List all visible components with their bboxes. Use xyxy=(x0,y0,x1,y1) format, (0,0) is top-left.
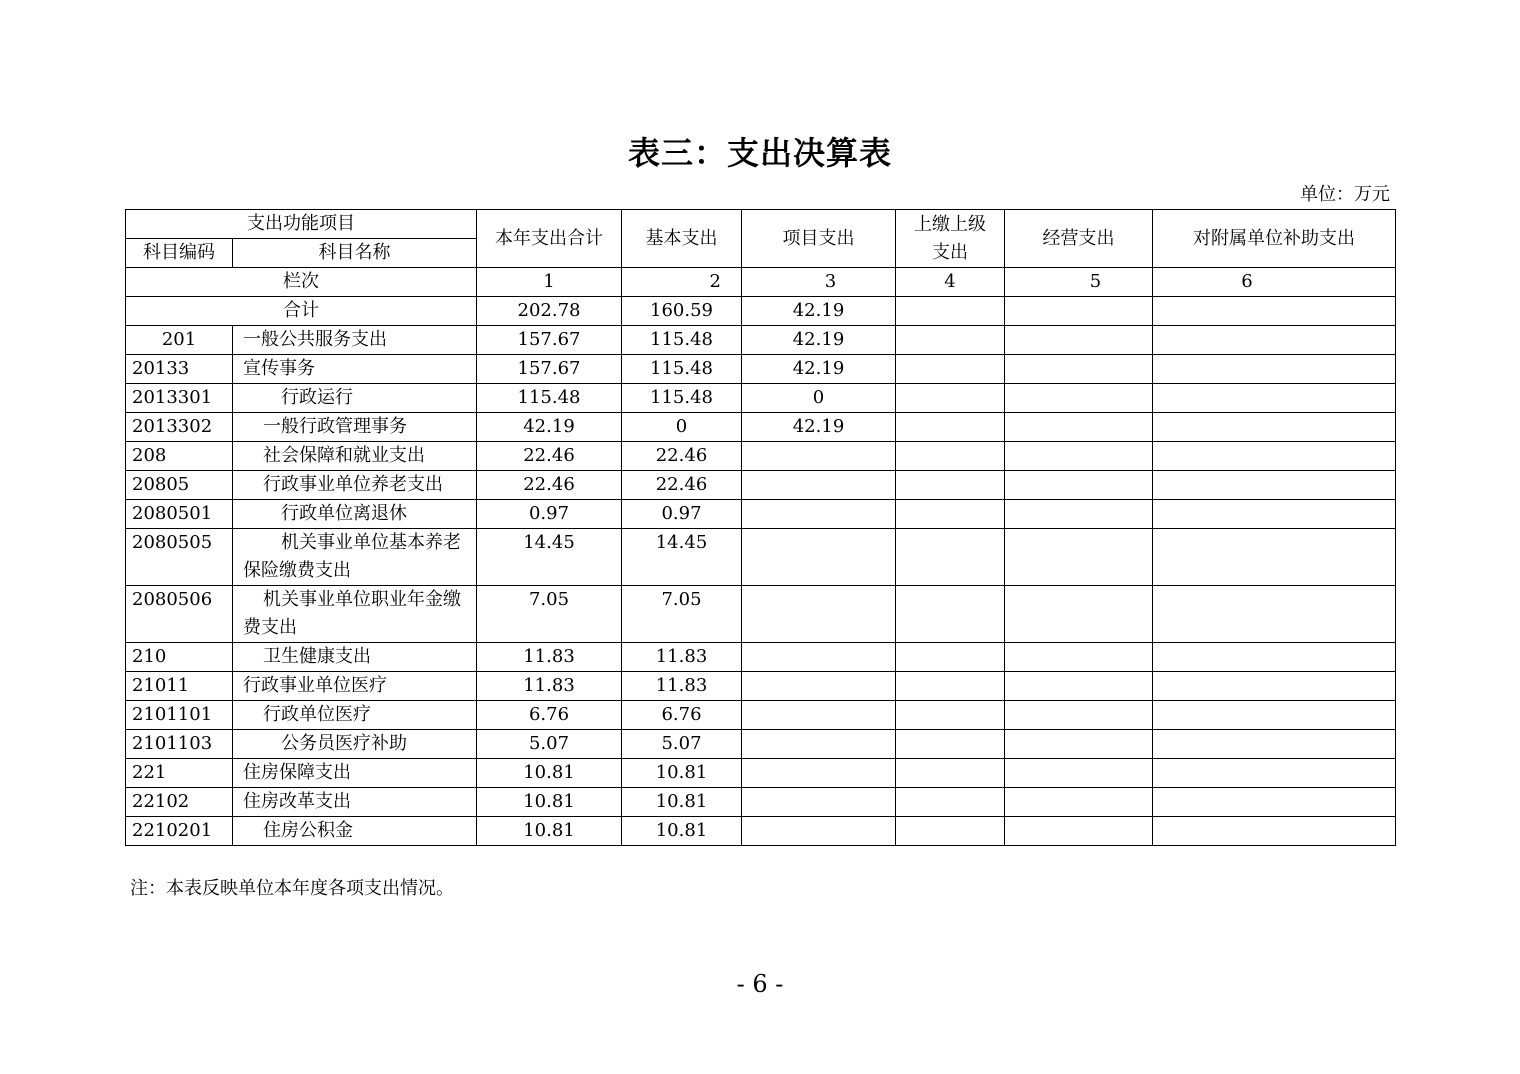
row-code: 2101101 xyxy=(126,701,233,730)
row-upper xyxy=(896,384,1005,413)
row-name: 社会保障和就业支出 xyxy=(233,442,477,471)
row-total: 22.46 xyxy=(477,442,622,471)
header-project: 项目支出 xyxy=(742,210,896,268)
row-business xyxy=(1005,586,1153,643)
row-name: 行政单位医疗 xyxy=(233,701,477,730)
column-number: 2 xyxy=(622,268,742,297)
row-code: 2013302 xyxy=(126,413,233,442)
row-upper xyxy=(896,730,1005,759)
row-business xyxy=(1005,643,1153,672)
row-business xyxy=(1005,442,1153,471)
sum-project: 42.19 xyxy=(742,297,896,326)
page-title: 表三：支出决算表 xyxy=(627,134,892,172)
row-basic: 0 xyxy=(622,413,742,442)
row-total: 0.97 xyxy=(477,500,622,529)
row-basic: 115.48 xyxy=(622,355,742,384)
row-project xyxy=(742,442,896,471)
row-upper xyxy=(896,672,1005,701)
row-business xyxy=(1005,355,1153,384)
table-row xyxy=(126,730,1396,759)
row-subsidy xyxy=(1153,730,1396,759)
row-basic: 115.48 xyxy=(622,326,742,355)
header-subsidy: 对附属单位补助支出 xyxy=(1153,210,1396,268)
row-name: 住房公积金 xyxy=(233,817,477,846)
row-total: 115.48 xyxy=(477,384,622,413)
row-name: 机关事业单位基本养老保险缴费支出 xyxy=(233,529,477,586)
table-row xyxy=(126,817,1396,846)
sum-upper xyxy=(896,297,1005,326)
sum-basic: 160.59 xyxy=(622,297,742,326)
table-row xyxy=(126,326,1396,355)
row-total: 10.81 xyxy=(477,817,622,846)
table-row xyxy=(126,759,1396,788)
sum-subsidy xyxy=(1153,297,1396,326)
row-code: 208 xyxy=(126,442,233,471)
row-business xyxy=(1005,759,1153,788)
row-code: 2080506 xyxy=(126,586,233,643)
row-basic: 10.81 xyxy=(622,817,742,846)
sum-business xyxy=(1005,297,1153,326)
row-project: 42.19 xyxy=(742,413,896,442)
row-code: 201 xyxy=(126,326,233,355)
table-row xyxy=(126,643,1396,672)
row-upper xyxy=(896,355,1005,384)
row-name: 住房改革支出 xyxy=(233,788,477,817)
header-upper: 上缴上级支出 xyxy=(896,210,1005,268)
row-project: 42.19 xyxy=(742,326,896,355)
row-code: 2080501 xyxy=(126,500,233,529)
row-basic: 11.83 xyxy=(622,643,742,672)
row-basic: 14.45 xyxy=(622,529,742,586)
row-code: 2101103 xyxy=(126,730,233,759)
row-business xyxy=(1005,788,1153,817)
row-basic: 6.76 xyxy=(622,701,742,730)
row-business xyxy=(1005,817,1153,846)
row-name: 行政事业单位养老支出 xyxy=(233,471,477,500)
row-project xyxy=(742,529,896,586)
row-subsidy xyxy=(1153,643,1396,672)
row-total: 157.67 xyxy=(477,355,622,384)
row-code: 20133 xyxy=(126,355,233,384)
row-upper xyxy=(896,788,1005,817)
row-subsidy xyxy=(1153,326,1396,355)
table-row xyxy=(126,701,1396,730)
row-subsidy xyxy=(1153,672,1396,701)
row-code: 221 xyxy=(126,759,233,788)
sum-label: 合计 xyxy=(126,297,477,326)
row-subsidy xyxy=(1153,817,1396,846)
row-project xyxy=(742,788,896,817)
table-note: 注：本表反映单位本年度各项支出情况。 xyxy=(130,878,454,899)
row-project xyxy=(742,817,896,846)
row-total: 10.81 xyxy=(477,788,622,817)
table-row xyxy=(126,672,1396,701)
row-total: 22.46 xyxy=(477,471,622,500)
row-code: 22102 xyxy=(126,788,233,817)
row-upper xyxy=(896,529,1005,586)
row-code: 2080505 xyxy=(126,529,233,586)
row-name: 行政单位离退休 xyxy=(233,500,477,529)
table-row xyxy=(126,500,1396,529)
row-project xyxy=(742,586,896,643)
table-row xyxy=(126,355,1396,384)
row-code: 210 xyxy=(126,643,233,672)
row-upper xyxy=(896,643,1005,672)
row-total: 157.67 xyxy=(477,326,622,355)
row-total: 11.83 xyxy=(477,643,622,672)
row-business xyxy=(1005,529,1153,586)
header-row-1 xyxy=(126,210,1396,239)
row-name: 一般行政管理事务 xyxy=(233,413,477,442)
row-subsidy xyxy=(1153,442,1396,471)
table-row xyxy=(126,442,1396,471)
row-upper xyxy=(896,701,1005,730)
row-project: 0 xyxy=(742,384,896,413)
sum-total: 202.78 xyxy=(477,297,622,326)
row-business xyxy=(1005,471,1153,500)
row-name: 公务员医疗补助 xyxy=(233,730,477,759)
table-row xyxy=(126,788,1396,817)
row-business xyxy=(1005,500,1153,529)
row-code: 2013301 xyxy=(126,384,233,413)
row-total: 7.05 xyxy=(477,586,622,643)
row-business xyxy=(1005,730,1153,759)
row-upper xyxy=(896,817,1005,846)
column-number: 6 xyxy=(1153,268,1396,297)
row-business xyxy=(1005,413,1153,442)
row-name: 卫生健康支出 xyxy=(233,643,477,672)
column-number-row xyxy=(126,268,1396,297)
row-project xyxy=(742,759,896,788)
row-subsidy xyxy=(1153,413,1396,442)
table-row xyxy=(126,471,1396,500)
row-upper xyxy=(896,413,1005,442)
row-subsidy xyxy=(1153,759,1396,788)
row-upper xyxy=(896,500,1005,529)
row-total: 6.76 xyxy=(477,701,622,730)
row-name: 机关事业单位职业年金缴费支出 xyxy=(233,586,477,643)
row-basic: 22.46 xyxy=(622,442,742,471)
table-row xyxy=(126,413,1396,442)
row-total: 5.07 xyxy=(477,730,622,759)
row-subsidy xyxy=(1153,471,1396,500)
row-name: 行政事业单位医疗 xyxy=(233,672,477,701)
row-basic: 10.81 xyxy=(622,759,742,788)
header-total: 本年支出合计 xyxy=(477,210,622,268)
row-name: 宣传事务 xyxy=(233,355,477,384)
expenditure-table xyxy=(125,209,1396,846)
header-code: 科目编码 xyxy=(126,239,233,268)
header-business: 经营支出 xyxy=(1005,210,1153,268)
row-project xyxy=(742,471,896,500)
row-total: 11.83 xyxy=(477,672,622,701)
row-code: 21011 xyxy=(126,672,233,701)
row-subsidy xyxy=(1153,529,1396,586)
row-basic: 7.05 xyxy=(622,586,742,643)
row-upper xyxy=(896,586,1005,643)
table-row xyxy=(126,586,1396,643)
column-number: 5 xyxy=(1005,268,1153,297)
row-basic: 5.07 xyxy=(622,730,742,759)
header-name: 科目名称 xyxy=(233,239,477,268)
row-name: 行政运行 xyxy=(233,384,477,413)
row-basic: 11.83 xyxy=(622,672,742,701)
row-upper xyxy=(896,471,1005,500)
row-project xyxy=(742,500,896,529)
column-number-label: 栏次 xyxy=(126,268,477,297)
column-number: 1 xyxy=(477,268,622,297)
row-project xyxy=(742,701,896,730)
row-code: 2210201 xyxy=(126,817,233,846)
column-number: 3 xyxy=(742,268,896,297)
row-subsidy xyxy=(1153,701,1396,730)
row-total: 10.81 xyxy=(477,759,622,788)
row-name: 住房保障支出 xyxy=(233,759,477,788)
row-name: 一般公共服务支出 xyxy=(233,326,477,355)
row-upper xyxy=(896,442,1005,471)
header-basic: 基本支出 xyxy=(622,210,742,268)
row-business xyxy=(1005,384,1153,413)
row-business xyxy=(1005,701,1153,730)
header-group: 支出功能项目 xyxy=(126,210,477,239)
row-upper xyxy=(896,326,1005,355)
row-code: 20805 xyxy=(126,471,233,500)
row-business xyxy=(1005,672,1153,701)
row-subsidy xyxy=(1153,500,1396,529)
row-total: 42.19 xyxy=(477,413,622,442)
row-total: 14.45 xyxy=(477,529,622,586)
table-row xyxy=(126,529,1396,586)
row-subsidy xyxy=(1153,384,1396,413)
row-basic: 115.48 xyxy=(622,384,742,413)
row-subsidy xyxy=(1153,586,1396,643)
row-basic: 10.81 xyxy=(622,788,742,817)
unit-label: 单位：万元 xyxy=(1300,184,1390,205)
sum-row xyxy=(126,297,1396,326)
row-subsidy xyxy=(1153,355,1396,384)
row-business xyxy=(1005,326,1153,355)
row-project xyxy=(742,672,896,701)
row-basic: 22.46 xyxy=(622,471,742,500)
row-project: 42.19 xyxy=(742,355,896,384)
row-subsidy xyxy=(1153,788,1396,817)
column-number: 4 xyxy=(896,268,1005,297)
row-project xyxy=(742,643,896,672)
table-row xyxy=(126,384,1396,413)
row-basic: 0.97 xyxy=(622,500,742,529)
row-project xyxy=(742,730,896,759)
row-upper xyxy=(896,759,1005,788)
page-number: - 6 - xyxy=(736,970,784,998)
